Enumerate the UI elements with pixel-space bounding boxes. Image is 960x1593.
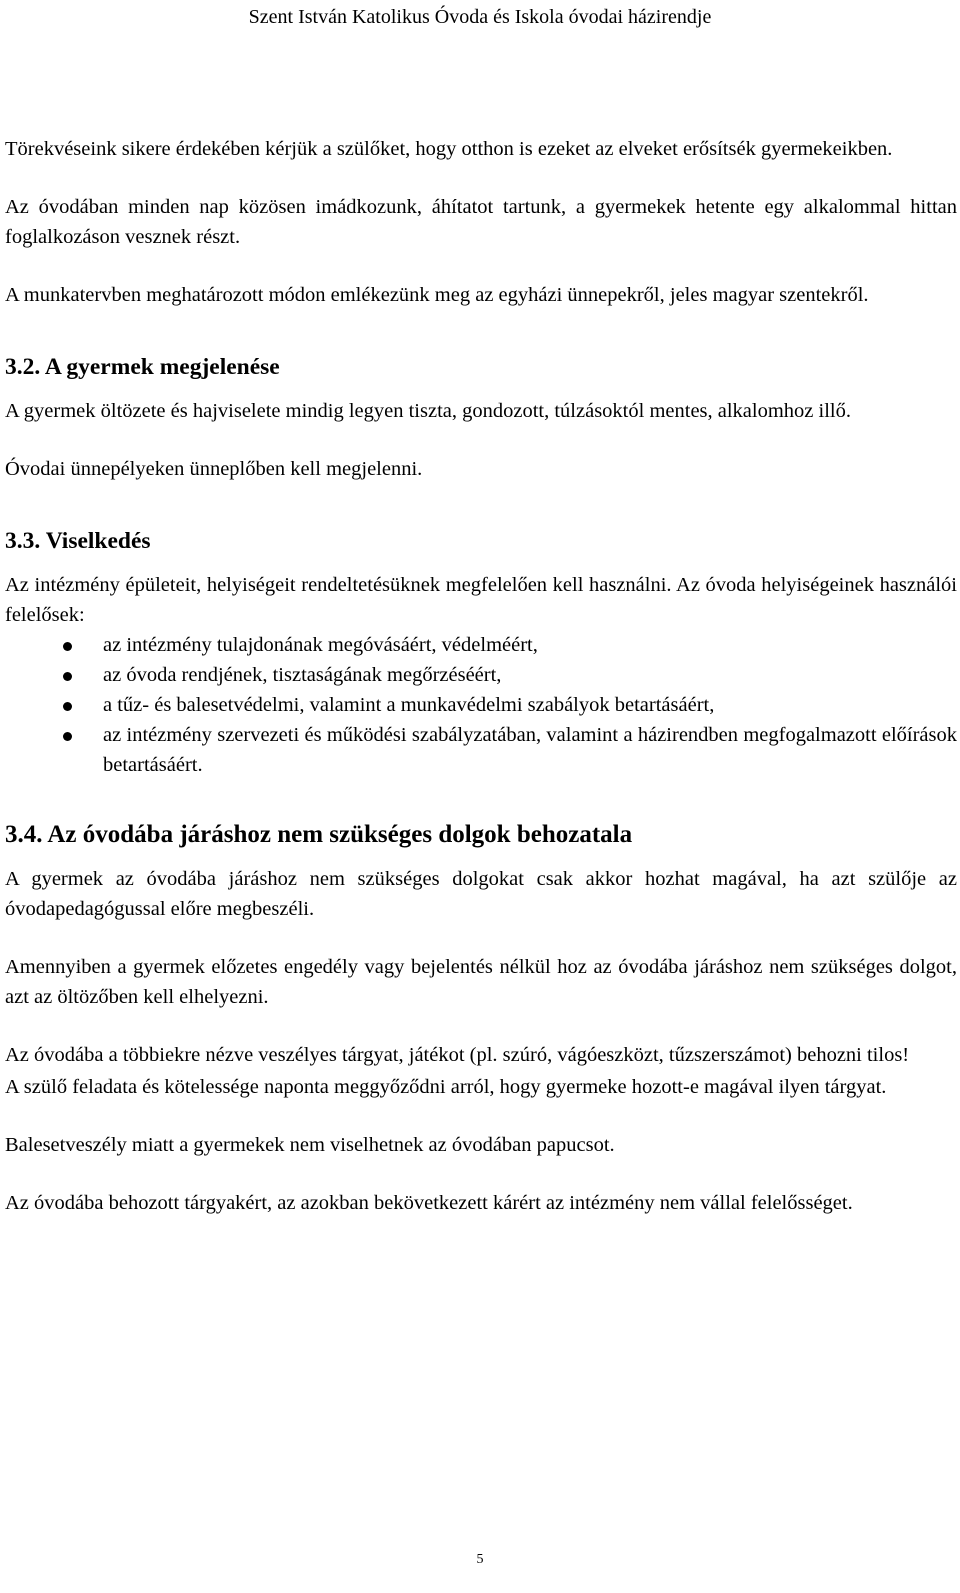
paragraph: Törekvéseink sikere érdekében kérjük a szülőket, hogy otthon is ezeket az elveket erősítsék gyermekeikben. bbox=[5, 138, 893, 160]
document-body bbox=[5, 134, 957, 1218]
bullet-icon bbox=[63, 732, 72, 741]
paragraph: Amennyiben a gyermek előzetes engedély vagy bejelentés nélkül hoz az óvodába járáshoz nem szükséges dolgot, azt az öltözőben kell elhelyezni. bbox=[5, 956, 957, 1008]
paragraph: Óvodai ünnepélyeken ünneplőben kell megjelenni. bbox=[5, 458, 423, 480]
section-heading: 3.2. A gyermek megjelenése bbox=[5, 354, 280, 380]
bullet-icon bbox=[63, 642, 72, 651]
paragraph: A gyermek az óvodába járáshoz nem szükséges dolgokat csak akkor hozhat magával, ha azt szülője az óvodapedagógussal előre megbeszéli. bbox=[5, 868, 957, 920]
paragraph: Az óvodába a többiekre nézve veszélyes tárgyat, játékot (pl. szúró, vágóeszközt, tűzszerszámot) behozni tilos! bbox=[5, 1044, 910, 1066]
paragraph: Az óvodában minden nap közösen imádkozunk, áhítatot tartunk, a gyermekek hetente egy alkalommal hittan foglalkozáson vesznek részt. bbox=[5, 196, 957, 248]
bullet-icon bbox=[63, 672, 72, 681]
list-item-text: az intézmény szervezeti és működési szabályzatában, valamint a házirendben megfogalmazott előírások betartásáért. bbox=[103, 724, 957, 776]
list-item-text: az óvoda rendjének, tisztaságának megőrzéséért, bbox=[103, 664, 502, 686]
page-number: 5 bbox=[476, 1552, 484, 1567]
list-item bbox=[103, 720, 957, 780]
list-item bbox=[103, 660, 957, 690]
bullet-icon bbox=[63, 702, 72, 711]
list-item-text: a tűz- és balesetvédelmi, valamint a munkavédelmi szabályok betartásáért, bbox=[103, 694, 715, 716]
list-item bbox=[103, 630, 957, 660]
list-item bbox=[103, 690, 957, 720]
list-item-text: az intézmény tulajdonának megóvásáért, védelméért, bbox=[103, 634, 538, 656]
bullet-list bbox=[5, 630, 957, 780]
paragraph: Az óvodába behozott tárgyakért, az azokban bekövetkezett kárért az intézmény nem vállal felelősséget. bbox=[5, 1192, 853, 1214]
paragraph: A munkatervben meghatározott módon emlékezünk meg az egyházi ünnepekről, jeles magyar szentekről. bbox=[5, 284, 869, 306]
paragraph: A gyermek öltözete és hajviselete mindig legyen tiszta, gondozott, túlzásoktól mentes, alkalomhoz illő. bbox=[5, 400, 851, 422]
page-header: Szent István Katolikus Óvoda és Iskola óvodai házirendje bbox=[248, 6, 712, 28]
paragraph: A szülő feladata és kötelessége naponta meggyőződni arról, hogy gyermeke hozott-e magával ilyen tárgyat. bbox=[5, 1076, 887, 1098]
section-heading: 3.4. Az óvodába járáshoz nem szükséges dolgok behozatala bbox=[5, 821, 633, 848]
section-heading: 3.3. Viselkedés bbox=[5, 528, 151, 554]
paragraph: Az intézmény épületeit, helyiségeit rendeltetésüknek megfelelően kell használni. Az óvoda helyiségeinek használói felelősek: bbox=[5, 574, 957, 626]
paragraph: Balesetveszély miatt a gyermekek nem viselhetnek az óvodában papucsot. bbox=[5, 1134, 615, 1156]
